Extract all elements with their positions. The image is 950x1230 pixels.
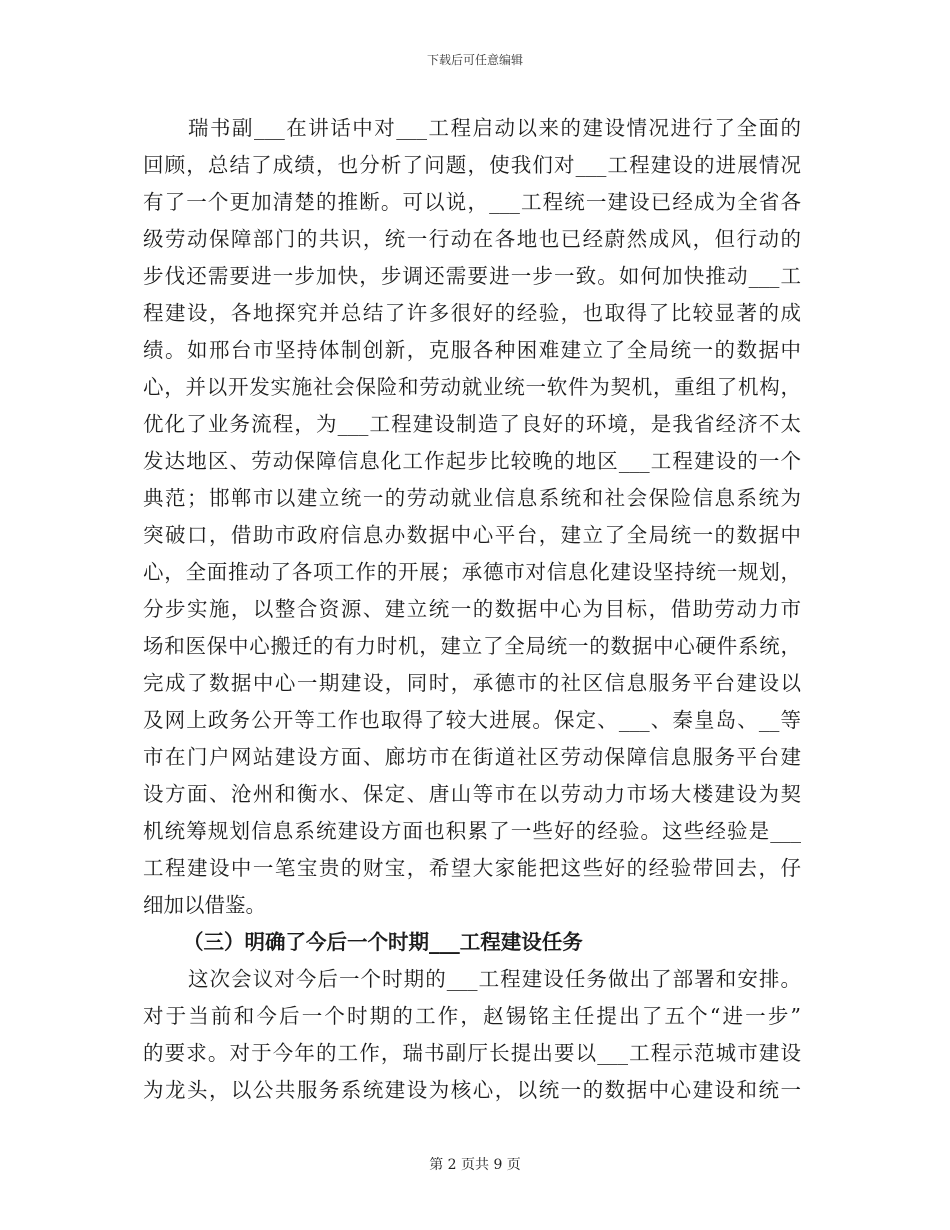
text-line: 心，全面推动了各项工作的开展；承德市对信息化建设坚持统一规划， <box>143 560 801 584</box>
text-line: 细加以借鉴。 <box>143 893 266 917</box>
page-header: 下载后可任意编辑 <box>426 53 523 67</box>
text-line: 这次会议对今后一个时期的___工程建设任务做出了部署和安排。 <box>188 967 801 991</box>
text-line: 突破口，借助市政府信息办数据中心平台，建立了全局统一的数据中 <box>143 523 801 547</box>
text-line: 完成了数据中心一期建设，同时，承德市的社区信息服务平台建设以 <box>143 671 801 695</box>
text-line: 工程建设中一笔宝贵的财宝，希望大家能把这些好的经验带回去，仔 <box>143 856 801 880</box>
document-body <box>143 110 801 1109</box>
page-footer: 第 2 页共 9 页 <box>429 1157 521 1173</box>
paragraph <box>143 961 801 1109</box>
section-heading: （三）明确了今后一个时期___工程建设任务 <box>183 930 583 954</box>
text-line: 的要求。对于今年的工作，瑞书副厅长提出要以___工程示范城市建设 <box>143 1041 801 1065</box>
text-line: 典范；邯郸市以建立统一的劳动就业信息系统和社会保险信息系统为 <box>143 486 801 510</box>
text-line: 设方面、沧州和衡水、保定、唐山等市在以劳动力市场大楼建设为契 <box>143 782 801 806</box>
text-line: 步伐还需要进一步加快，步调还需要进一步一致。如何加快推动___工 <box>143 264 801 288</box>
text-line: 心，并以开发实施社会保险和劳动就业统一软件为契机，重组了机构， <box>143 375 801 399</box>
text-line: 程建设，各地探究并总结了许多很好的经验，也取得了比较显著的成 <box>143 301 801 325</box>
paragraph <box>143 110 801 924</box>
text-line: 优化了业务流程，为___工程建设制造了良好的环境，是我省经济不太 <box>143 412 801 436</box>
text-line: 级劳动保障部门的共识，统一行动在各地也已经蔚然成风，但行动的 <box>143 227 801 251</box>
text-line: 瑞书副___在讲话中对___工程启动以来的建设情况进行了全面的 <box>188 116 801 140</box>
text-line: 场和医保中心搬迁的有力时机，建立了全局统一的数据中心硬件系统， <box>143 634 801 658</box>
text-line: 有了一个更加清楚的推断。可以说，___工程统一建设已经成为全省各 <box>143 190 801 214</box>
text-line: 市在门户网站建设方面、廊坊市在街道社区劳动保障信息服务平台建 <box>143 745 801 769</box>
text-line: 为龙头，以公共服务系统建设为核心，以统一的数据中心建设和统一 <box>143 1078 801 1102</box>
text-line: 分步实施，以整合资源、建立统一的数据中心为目标，借助劳动力市 <box>143 597 801 621</box>
text-line: 回顾，总结了成绩，也分析了问题，使我们对___工程建设的进展情况 <box>143 153 801 177</box>
text-line: 机统筹规划信息系统建设方面也积累了一些好的经验。这些经验是___ <box>143 819 801 843</box>
text-line: 发达地区、劳动保障信息化工作起步比较晚的地区___工程建设的一个 <box>143 449 801 473</box>
text-line: 绩。如邢台市坚持体制创新，克服各种困难建立了全局统一的数据中 <box>143 338 801 362</box>
text-line: 对于当前和今后一个时期的工作，赵锡铭主任提出了五个“进一步” <box>143 1004 801 1028</box>
text-line: 及网上政务公开等工作也取得了较大进展。保定、___、秦皇岛、__等 <box>143 708 801 732</box>
